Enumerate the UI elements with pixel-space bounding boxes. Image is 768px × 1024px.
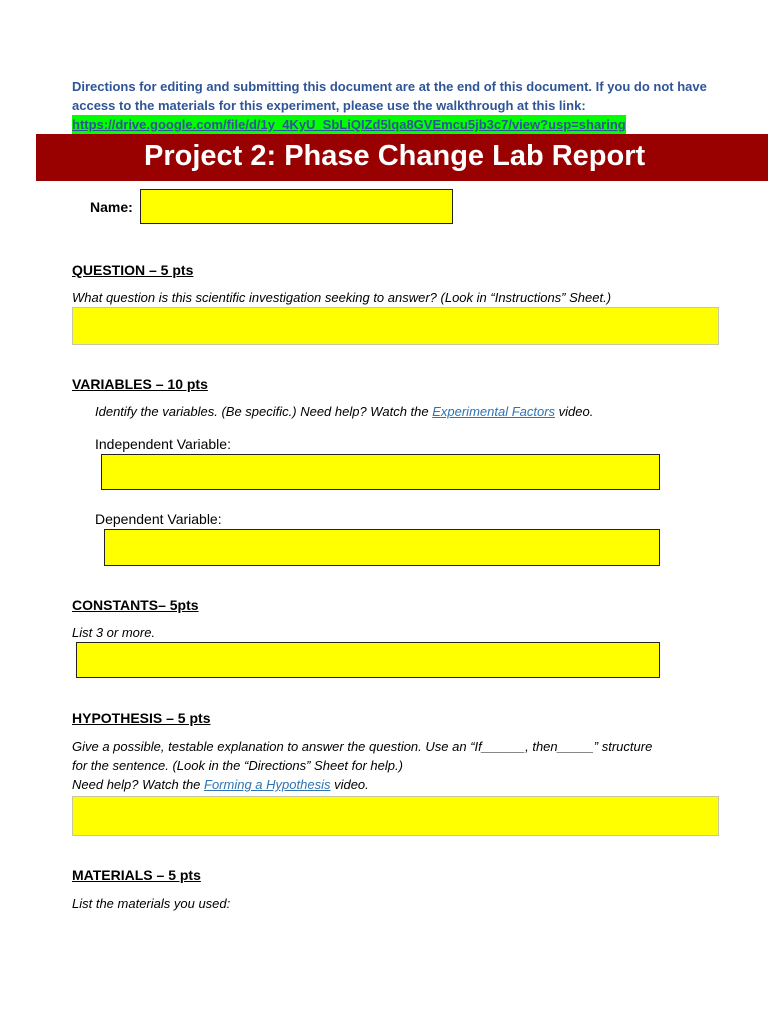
hypothesis-instruction: [72, 737, 732, 794]
walkthrough-link[interactable]: https://drive.google.com/file/d/1y_4KyU_SbLiQIZd5lqa8GVEmcu5jb3c7/view?usp=sharing: [72, 117, 626, 132]
independent-variable-field[interactable]: [101, 454, 660, 490]
materials-instruction: List the materials you used:: [72, 896, 231, 911]
hypothesis-instruction-line1: Give a possible, testable explanation to answer the question. Use an “If______, then_____” structure: [72, 739, 653, 754]
constants-heading: CONSTANTS– 5pts: [72, 597, 199, 613]
variables-instruction: [95, 402, 593, 421]
intro-directions: [72, 77, 712, 134]
hypothesis-instruction-line2: for the sentence. (Look in the “Directions” Sheet for help.): [72, 758, 403, 773]
variables-instruction-suffix: video.: [555, 404, 594, 419]
independent-variable-label: Independent Variable:: [95, 436, 231, 452]
hypothesis-field[interactable]: [72, 796, 719, 836]
dependent-variable-label: Dependent Variable:: [95, 511, 222, 527]
question-instruction: What question is this scientific investigation seeking to answer? (Look in “Instructions” Sheet.): [72, 290, 612, 305]
page-title: Project 2: Phase Change Lab Report: [144, 140, 646, 172]
variables-instruction-text: Identify the variables. (Be specific.) Need help? Watch the: [95, 404, 433, 419]
hypothesis-help-suffix: video.: [330, 777, 369, 792]
name-label: Name:: [90, 199, 133, 215]
question-answer-field[interactable]: [72, 307, 719, 345]
forming-hypothesis-link[interactable]: Forming a Hypothesis: [204, 777, 331, 792]
variables-heading: VARIABLES – 10 pts: [72, 376, 208, 392]
question-heading: QUESTION – 5 pts: [72, 262, 194, 278]
hypothesis-help: [72, 775, 732, 794]
materials-heading: MATERIALS – 5 pts: [72, 867, 201, 883]
constants-instruction: List 3 or more.: [72, 625, 156, 640]
constants-field[interactable]: [76, 642, 660, 678]
dependent-variable-field[interactable]: [104, 529, 660, 566]
intro-text: Directions for editing and submitting this document are at the end of this document. If you do not have access to the materials for this experiment, please use the walkthrough at this link:: [72, 79, 707, 113]
hypothesis-heading: HYPOTHESIS – 5 pts: [72, 710, 211, 726]
name-field[interactable]: [140, 189, 453, 224]
hypothesis-help-text: Need help? Watch the: [72, 777, 205, 792]
title-banner: [36, 134, 768, 181]
experimental-factors-link[interactable]: Experimental Factors: [432, 404, 556, 419]
